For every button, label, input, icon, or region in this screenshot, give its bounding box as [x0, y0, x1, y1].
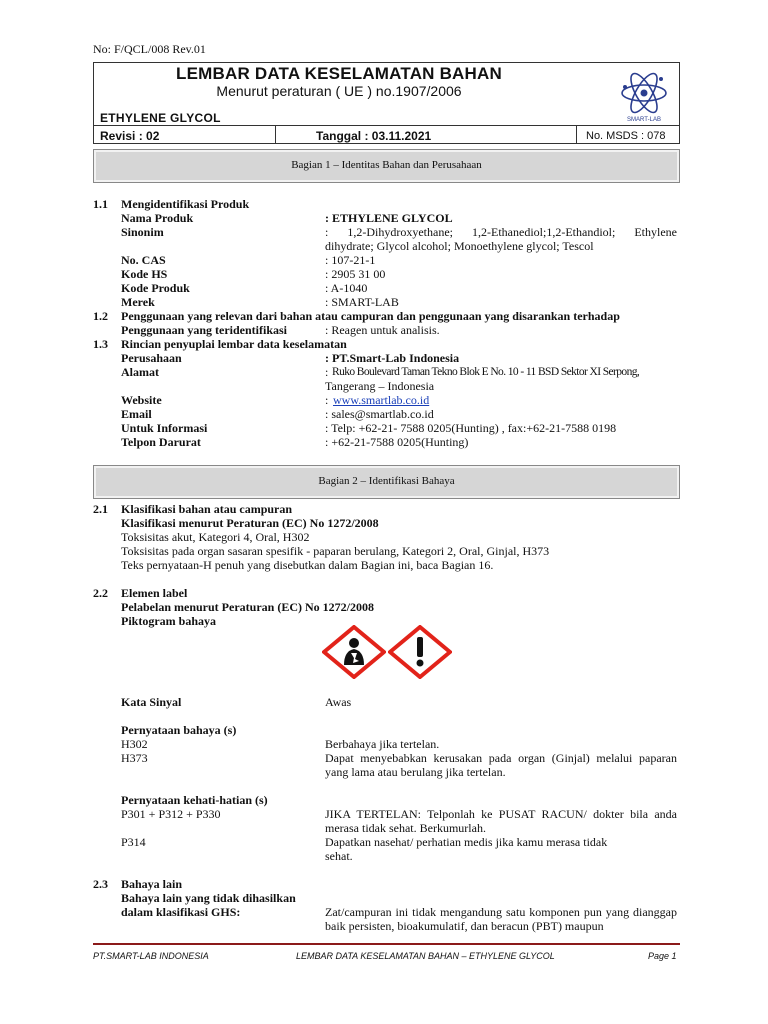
product-name-header: ETHYLENE GLYCOL: [100, 111, 221, 125]
heading-2-3b: Bahaya lain yang tidak dihasilkan: [121, 891, 296, 905]
footer-page-number: Page 1: [648, 951, 677, 961]
footer-doc-title: LEMBAR DATA KESELAMATAN BAHAN – ETHYLENE GLYCOL: [296, 951, 555, 961]
heading-2-2c: Piktogram bahaya: [121, 614, 217, 628]
label-kode-hs: Kode HS: [121, 267, 168, 281]
website-colon: :: [325, 393, 329, 407]
header-cell-divider: [576, 125, 577, 144]
section-2-band: [93, 465, 680, 499]
label-perusahaan: Perusahaan: [121, 351, 182, 365]
code-h302: H302: [121, 737, 148, 751]
revision-label: Revisi : 02: [100, 129, 160, 143]
value-perusahaan: : PT.Smart-Lab Indonesia: [325, 351, 460, 365]
heading-2-3: Bahaya lain: [121, 877, 183, 891]
code-h373: H373: [121, 751, 148, 765]
heading-2-2b: Pelabelan menurut Peraturan (EC) No 1272/2008: [121, 600, 374, 614]
value-penggunaan: : Reagen untuk analisis.: [325, 323, 440, 337]
website-link[interactable]: www.smartlab.co.id: [333, 393, 430, 407]
value-email: : sales@smartlab.co.id: [325, 407, 434, 421]
text-2-1a: Toksisitas akut, Kategori 4, Oral, H302: [121, 530, 310, 544]
section-1-title: Bagian 1 – Identitas Bahan dan Perusahaan: [291, 159, 482, 171]
footer-rule: [93, 943, 680, 945]
label-website: Website: [121, 393, 162, 407]
label-penggunaan: Penggunaan yang teridentifikasi: [121, 323, 288, 337]
document-title: LEMBAR DATA KESELAMATAN BAHAN: [176, 64, 502, 83]
header-divider: [94, 125, 679, 126]
heading-1-2: Penggunaan yang relevan dari bahan atau campuran dan penggunaan yang disarankan terhadap: [121, 309, 620, 323]
label-nama-produk: Nama Produk: [121, 211, 194, 225]
label-kode-produk: Kode Produk: [121, 281, 190, 295]
label-sinonim: Sinonim: [121, 225, 164, 239]
value-cas: : 107-21-1: [325, 253, 376, 267]
ghs07-exclamation-icon: [388, 625, 452, 679]
document-subtitle: Menurut peraturan ( UE ) no.1907/2006: [216, 83, 462, 99]
num-2-3: 2.3: [93, 877, 108, 891]
logo-text: SMART-LAB: [627, 117, 661, 123]
text-p301: JIKA TERTELAN: Telponlah ke PUSAT RACUN/ dokter bila anda merasa tidak sehat. Berkumurlah.: [325, 807, 677, 835]
heading-2-1b: Klasifikasi menurut Peraturan (EC) No 1272/2008: [121, 516, 379, 530]
label-informasi: Untuk Informasi: [121, 421, 208, 435]
footer-company: PT.SMART-LAB INDONESIA: [93, 951, 209, 961]
label-cas: No. CAS: [121, 253, 166, 267]
value-merek: : SMART-LAB: [325, 295, 399, 309]
alamat-colon: :: [325, 365, 329, 379]
document-number: No: F/QCL/008 Rev.01: [93, 42, 206, 56]
label-pernyataan-bahaya: Pernyataan bahaya (s): [121, 723, 237, 737]
num-1-2: 1.2: [93, 309, 108, 323]
section-2-title: Bagian 2 – Identifikasi Bahaya: [318, 475, 455, 487]
value-informasi: : Telp: +62-21- 7588 0205(Hunting) , fax:+62-21-7588 0198: [325, 421, 617, 435]
code-p301: P301 + P312 + P330: [121, 807, 221, 821]
value-alamat-line2: Tangerang – Indonesia: [325, 379, 435, 393]
label-alamat: Alamat: [121, 365, 159, 379]
value-kode-produk: : A-1040: [325, 281, 368, 295]
text-p314: Dapatkan nasehat/ perhatian medis jika kamu merasa tidak sehat.: [325, 835, 608, 863]
value-kata-sinyal: Awas: [325, 695, 352, 709]
num-2-1: 2.1: [93, 502, 108, 516]
value-telpon-darurat: : +62-21-7588 0205(Hunting): [325, 435, 469, 449]
text-2-3: Zat/campuran ini tidak mengandung satu komponen pun yang dianggap baik persisten, bioakumulatif, dan beracun (PBT) maupun: [325, 905, 677, 933]
num-1-3: 1.3: [93, 337, 108, 351]
msds-number: No. MSDS : 078: [586, 130, 666, 142]
text-2-1b: Toksisitas pada organ sasaran spesifik - paparan berulang, Kategori 2, Oral, Ginjal, H373: [121, 544, 550, 558]
heading-1-3: Rincian penyuplai lembar data keselamatan: [121, 337, 347, 351]
date-label: Tanggal : 03.11.2021: [316, 129, 432, 143]
label-kata-sinyal: Kata Sinyal: [121, 695, 182, 709]
label-merek: Merek: [121, 295, 155, 309]
header-box: [93, 62, 680, 144]
header-cell-divider: [275, 125, 276, 144]
value-sinonim: : 1,2-Dihydroxyethane; 1,2-Ethanediol;1,2-Ethandiol; Ethylene dihydrate; Glycol alcohol; Monoethylene glycol; Tescol: [325, 225, 677, 253]
heading-2-3c: dalam klasifikasi GHS:: [121, 905, 241, 919]
label-telpon-darurat: Telpon Darurat: [121, 435, 201, 449]
value-kode-hs: : 2905 31 00: [325, 267, 386, 281]
smartlab-atom-logo: [611, 65, 677, 123]
heading-1-1: Mengidentifikasi Produk: [121, 197, 250, 211]
heading-2-1: Klasifikasi bahan atau campuran: [121, 502, 293, 516]
section-1-band: [93, 149, 680, 183]
text-h373: Dapat menyebabkan kerusakan pada organ (Ginjal) melalui paparan yang lama atau berulang jika tertelan.: [325, 751, 677, 779]
text-2-1c: Teks pernyataan-H penuh yang disebutkan dalam Bagian ini, baca Bagian 16.: [121, 558, 494, 572]
num-2-2: 2.2: [93, 586, 108, 600]
ghs08-health-hazard-icon: [322, 625, 386, 679]
num-1-1: 1.1: [93, 197, 108, 211]
value-nama-produk: : ETHYLENE GLYCOL: [325, 211, 453, 225]
value-alamat-line1: Ruko Boulevard Taman Tekno Blok E No. 10 - 11 BSD Sektor XI Serpong,: [332, 366, 640, 378]
heading-2-2: Elemen label: [121, 586, 188, 600]
code-p314: P314: [121, 835, 146, 849]
label-email: Email: [121, 407, 152, 421]
text-h302: Berbahaya jika tertelan.: [325, 737, 440, 751]
label-pernyataan-kehati-hatian: Pernyataan kehati-hatian (s): [121, 793, 268, 807]
